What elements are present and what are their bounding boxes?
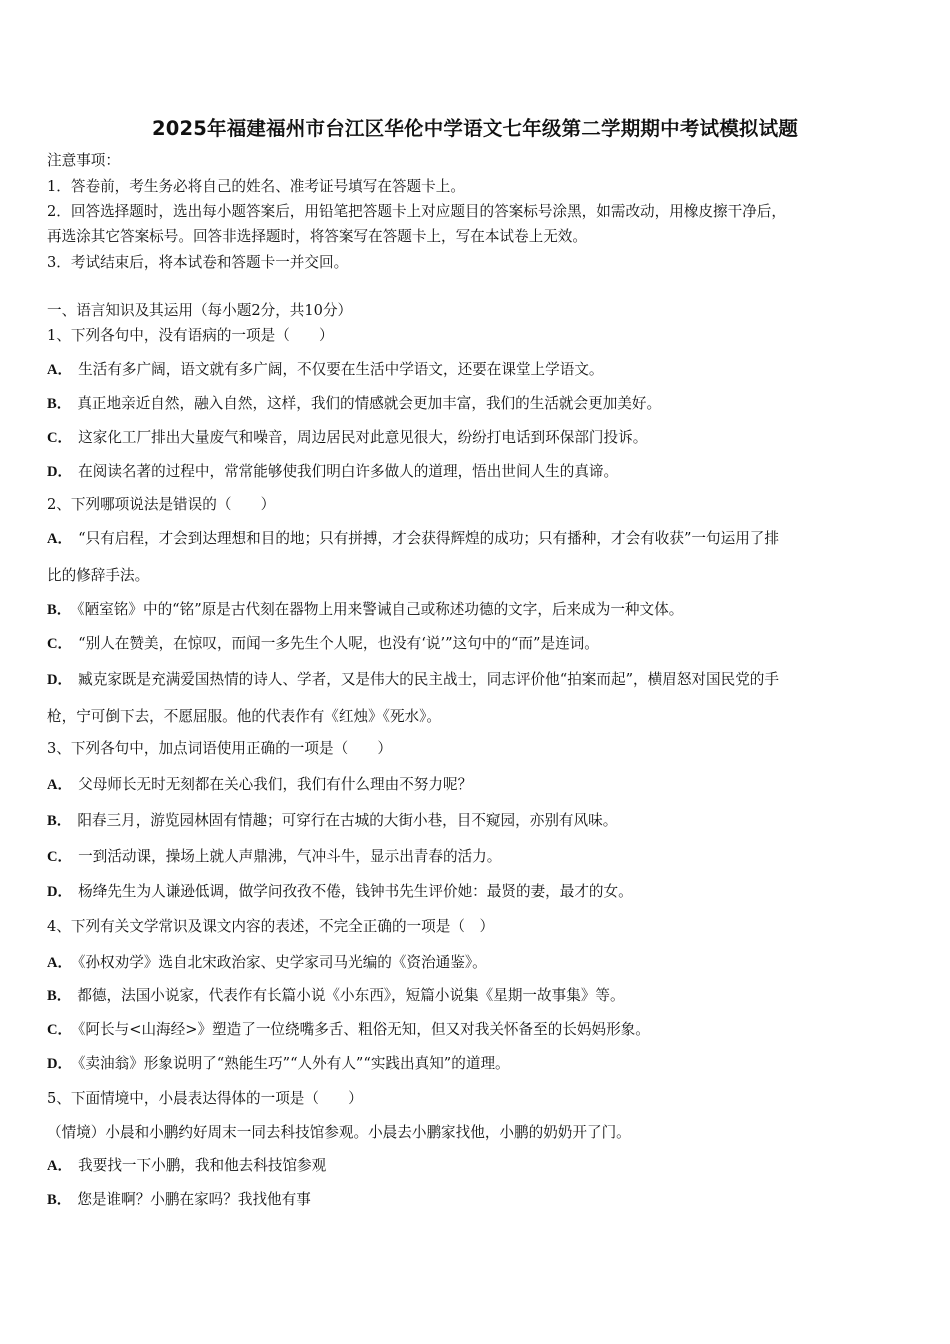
q3-option-d [47,882,633,902]
q2-option-b [47,600,683,620]
notice-heading: 注意事项： [47,152,120,169]
option-text: 《陋室铭》中的“铭”原是古代刻在器物上用来警诫自己或称述功德的文字，后来成为一种文体。 [77,601,684,618]
option-label: D． [47,672,73,688]
option-label: A． [47,1158,73,1174]
q1-option-a [47,360,604,380]
q5-stem: 5、下面情境中，小晨表达得体的一项是（ ） [47,1090,363,1107]
option-text: 臧克家既是充满爱国热情的诗人、学者，又是伟大的民主战士，同志评价他“拍案而起”，横眉怒对国民党的手 [78,671,779,688]
q1-option-c [47,428,647,448]
section-heading: 一、语言知识及其运用（每小题2分，共10分） [47,302,353,319]
option-text: 在阅读名著的过程中，常常能够使我们明白许多做人的道理，悟出世间人生的真谛。 [78,463,619,480]
option-label: B． [47,1192,72,1208]
q3-stem: 3、下列各句中，加点词语使用正确的一项是（ ） [47,740,392,757]
option-text: “别人在赞美，在惊叹，而闻一多先生个人呢，也没有‘说’”这句中的“而”是连词。 [78,635,599,652]
option-text: 这家化工厂排出大量废气和噪音，周边居民对此意见很大，纷纷打电话到环保部门投诉。 [78,429,648,446]
q1-option-d [47,462,618,482]
notice-item-2-cont: 再选涂其它答案标号。回答非选择题时，将答案写在答题卡上，写在本试卷上无效。 [47,228,587,245]
q4-option-b [47,986,625,1006]
page-title: 2025年福建福州市台江区华伦中学语文七年级第二学期期中考试模拟试题 [151,117,799,140]
q2-option-d-cont: 枪，宁可倒下去，不愿屈服。他的代表作有《红烛》《死水》。 [47,708,442,725]
q2-option-c [47,634,599,654]
q3-option-b [47,811,617,831]
option-label: A． [47,955,73,971]
notice-item-2: 2．回答选择题时，选出每小题答案后，用铅笔把答题卡上对应题目的答案标号涂黑，如需改动，用橡皮擦干净后， [47,203,786,220]
option-label: B． [47,602,72,618]
option-text: 杨绛先生为人谦逊低调，做学问孜孜不倦，钱钟书先生评价她：最贤的妻，最才的女。 [78,883,633,900]
option-text: 阳春三月，游览园林固有情趣；可穿行在古城的大街小巷，目不窥园，亦别有风味。 [77,812,618,829]
q1-stem: 1、下列各句中，没有语病的一项是（ ） [47,327,334,344]
option-label: B． [47,396,72,412]
q4-option-d [47,1054,510,1074]
option-label: C． [47,849,73,865]
q3-option-a [47,775,472,795]
q4-stem: 4、下列有关文学常识及课文内容的表述，不完全正确的一项是（ ） [47,918,495,935]
q2-option-a-cont: 比的修辞手法。 [47,567,150,584]
option-text: 《卖油翁》形象说明了“熟能生巧”“人外有人”“实践出真知”的道理。 [78,1055,510,1072]
option-label: A． [47,777,73,793]
option-text: “只有启程，才会到达理想和目的地；只有拼搏，才会获得辉煌的成功；只有播种，才会有收获”一句运用了排 [78,530,779,547]
option-text: 我要找一下小鹏，我和他去科技馆参观 [78,1157,327,1174]
q5-context: （情境）小晨和小鹏约好周末一同去科技馆参观。小晨去小鹏家找他，小鹏的奶奶开了门。 [47,1124,631,1141]
option-label: B． [47,988,72,1004]
q2-stem: 2、下列哪项说法是错误的（ ） [47,496,276,513]
q2-option-d [47,670,779,690]
option-text: 父母师长无时无刻都在关心我们，我们有什么理由不努力呢？ [78,776,473,793]
option-label: A． [47,362,73,378]
notice-item-1: 1．答卷前，考生务必将自己的姓名、准考证号填写在答题卡上。 [47,178,465,195]
q4-option-c [47,1020,650,1040]
option-label: D． [47,1056,73,1072]
q2-option-a [47,529,779,549]
q5-option-a [47,1156,326,1176]
option-text: 《孙权劝学》选自北宋政治家、史学家司马光编的《资治通鉴》。 [78,954,487,971]
option-label: C． [47,636,73,652]
option-label: C． [47,430,73,446]
option-label: C． [47,1022,73,1038]
option-text: 真正地亲近自然，融入自然，这样，我们的情感就会更加丰富，我们的生活就会更加美好。 [77,395,662,412]
option-text: 都德，法国小说家，代表作有长篇小说《小东西》，短篇小说集《星期一故事集》等。 [77,987,625,1004]
notice-item-3: 3．考试结束后，将本试卷和答题卡一并交回。 [47,254,349,271]
option-label: B． [47,813,72,829]
option-label: A． [47,531,73,547]
option-text: 您是谁啊？小鹏在家吗？我找他有事 [77,1191,311,1208]
q3-option-c [47,847,501,867]
q4-option-a [47,953,487,973]
q1-option-b [47,394,661,414]
q5-option-b [47,1190,311,1210]
option-text: 一到活动课，操场上就人声鼎沸，气冲斗牛，显示出青春的活力。 [78,848,502,865]
option-label: D． [47,884,73,900]
option-text: 《阿长与<山海经>》塑造了一位绕嘴多舌、粗俗无知，但又对我关怀备至的长妈妈形象。 [78,1021,650,1038]
option-text: 生活有多广阔，语文就有多广阔，不仅要在生活中学语文，还要在课堂上学语文。 [78,361,604,378]
option-label: D． [47,464,73,480]
